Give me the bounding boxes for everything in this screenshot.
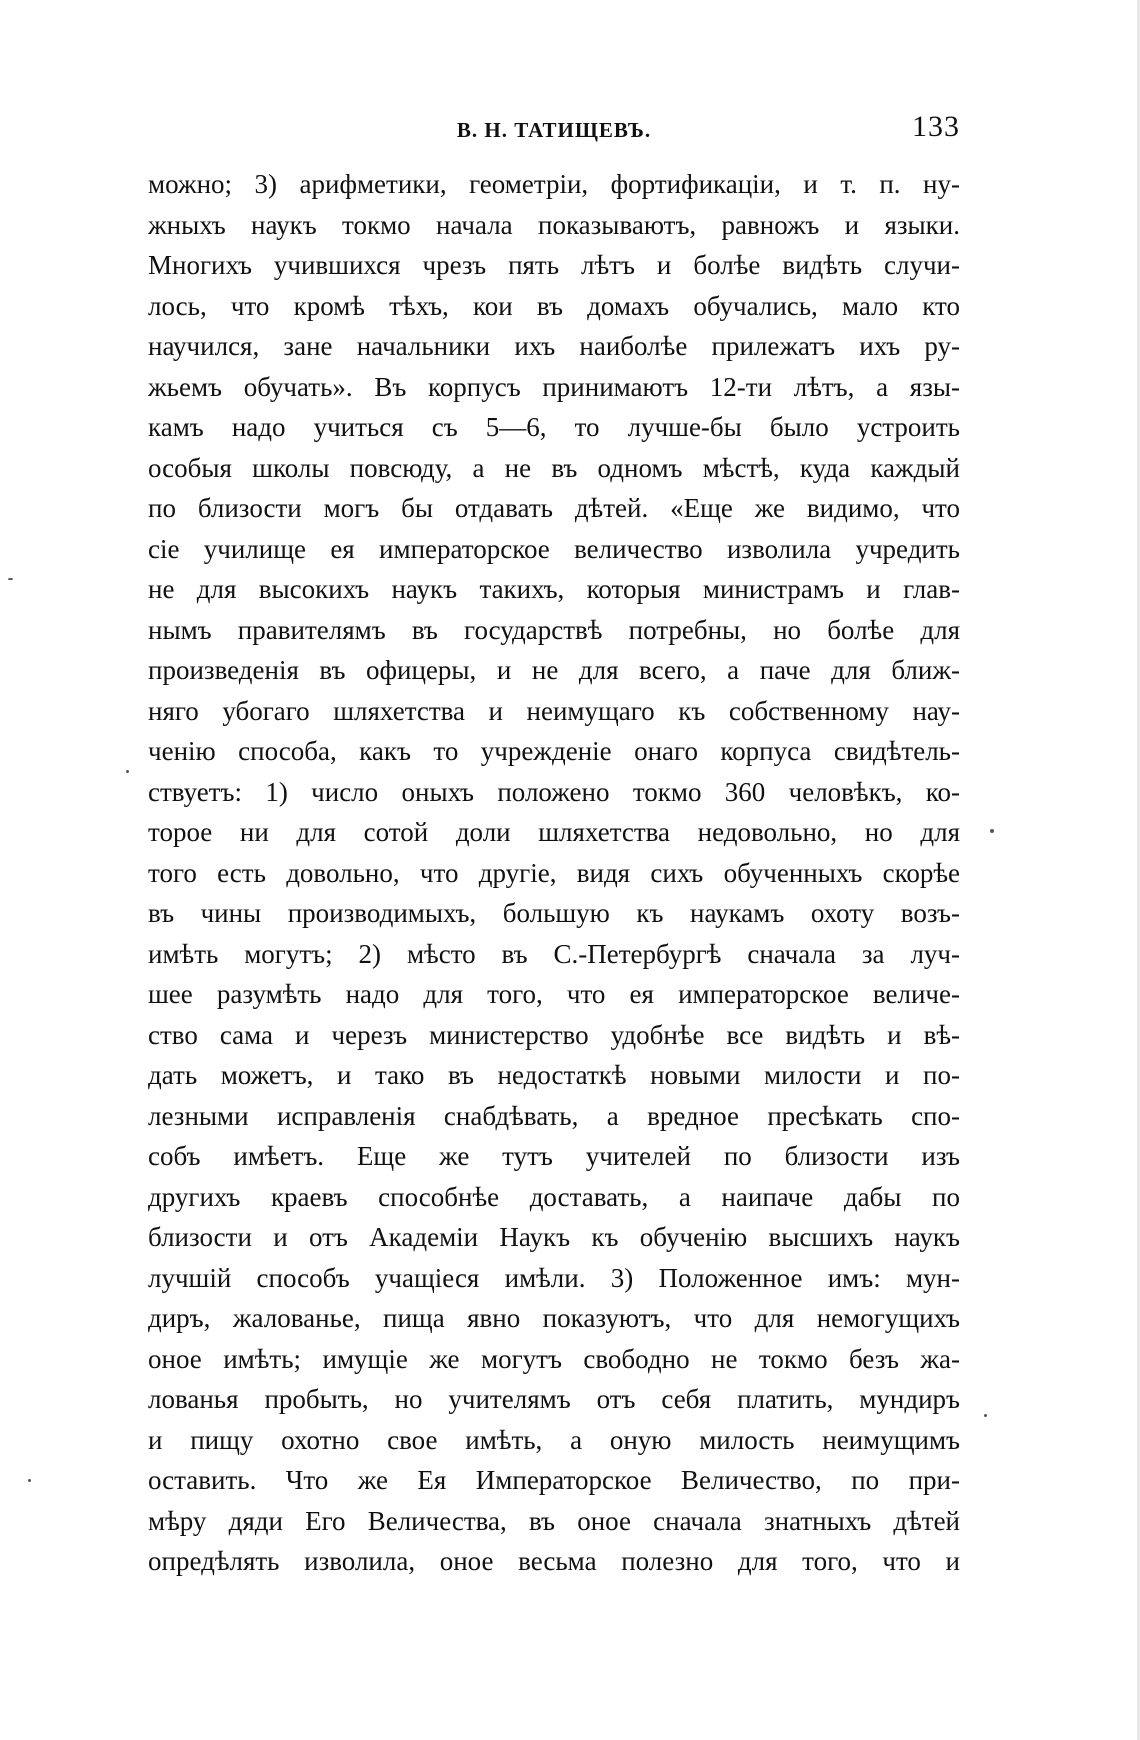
text-line: ченію способа, какъ то учрежденіе онаго корпуса свидѣтель- <box>148 736 960 766</box>
page-header <box>148 110 960 150</box>
body-text <box>148 164 960 1582</box>
text-line: лованья пробыть, но учителямъ отъ себя платить, мундиръ <box>148 1384 960 1414</box>
text-line: и пищу охотно свое имѣть, а оную милость неимущимъ <box>148 1424 960 1455</box>
text-line: дать можетъ, и тако въ недостаткѣ новыми милости и по- <box>148 1060 960 1090</box>
text-line: нымъ правителямъ въ государствѣ потребны, но болѣе для <box>148 614 960 645</box>
text-line: въ чины производимыхъ, большую къ наукамъ охоту возъ- <box>148 898 960 928</box>
scan-speck <box>984 1414 987 1417</box>
scan-speck <box>28 1479 31 1482</box>
text-line: лось, что кромѣ тѣхъ, кои въ домахъ обучались, мало кто <box>148 290 960 321</box>
scan-speck <box>990 829 994 833</box>
text-line: имѣть могутъ; 2) мѣсто въ С.-Петербургѣ сначала за луч- <box>148 938 960 969</box>
text-line: другихъ краевъ способнѣе доставать, а наипаче дабы по <box>148 1181 960 1212</box>
scan-speck <box>8 578 13 580</box>
text-line: жныхъ наукъ токмо начала показываютъ, равножъ и языки. <box>148 209 960 240</box>
text-line: особыя школы повсюду, а не въ одномъ мѣстѣ, куда каждый <box>148 452 960 483</box>
text-line: камъ надо учиться съ 5—6, то лучше-бы было устроить <box>148 412 960 442</box>
text-line: опредѣлять изволила, оное весьма полезно для того, что и <box>148 1546 960 1576</box>
text-line: оное имѣть; имущіе же могутъ свободно не токмо безъ жа- <box>148 1343 960 1374</box>
text-line: можно; 3) арифметики, геометріи, фортификаціи, и т. п. ну- <box>148 169 960 199</box>
text-line: Многихъ учившихся чрезъ пять лѣтъ и болѣе видѣть случи- <box>148 250 960 280</box>
text-line: торое ни для сотой доли шляхетства недовольно, но для <box>148 817 960 847</box>
text-line: по близости могъ бы отдавать дѣтей. «Еще же видимо, что <box>148 493 960 523</box>
text-line: ство сама и черезъ министерство удобнѣе все видѣть и вѣ- <box>148 1019 960 1050</box>
text-line: близости и отъ Академіи Наукъ къ обученію высшихъ наукъ <box>148 1222 960 1252</box>
scan-speck <box>126 770 129 773</box>
running-head: В. Н. ТАТИЩЕВЪ. <box>456 118 652 142</box>
text-line: мѣру дяди Его Величества, въ оное сначала знатныхъ дѣтей <box>148 1505 960 1536</box>
text-line: того есть довольно, что другіе, видя сихъ обученныхъ скорѣе <box>148 857 960 888</box>
page-number: 133 <box>912 110 960 143</box>
text-line: шее разумѣть надо для того, что ея императорское величе- <box>148 979 960 1009</box>
text-line: диръ, жалованье, пища явно показуютъ, что для немогущихъ <box>148 1303 960 1333</box>
text-line: не для высокихъ наукъ такихъ, которыя министрамъ и глав- <box>148 574 960 604</box>
text-line: няго убогаго шляхетства и неимущаго къ собственному нау- <box>148 695 960 726</box>
text-line: сіе училище ея императорское величество изволила учредить <box>148 533 960 564</box>
text-line: лезными исправленія снабдѣвать, а вредное пресѣкать спо- <box>148 1100 960 1131</box>
text-line: собъ имѣетъ. Еще же тутъ учителей по близости изъ <box>148 1141 960 1171</box>
text-line: произведенія въ офицеры, и не для всего, а паче для ближ- <box>148 655 960 685</box>
text-line: ствуетъ: 1) число оныхъ положено токмо 360 человѣкъ, ко- <box>148 776 960 807</box>
text-line: оставить. Что же Ея Императорское Величество, по при- <box>148 1465 960 1495</box>
text-line: жьемъ обучать». Въ корпусъ принимаютъ 12-ти лѣтъ, а язы- <box>148 371 960 402</box>
text-line: лучшій способъ учащіеся имѣли. 3) Положенное имъ: мун- <box>148 1262 960 1293</box>
text-line: научился, зане начальники ихъ наиболѣе прилежатъ ихъ ру- <box>148 331 960 361</box>
